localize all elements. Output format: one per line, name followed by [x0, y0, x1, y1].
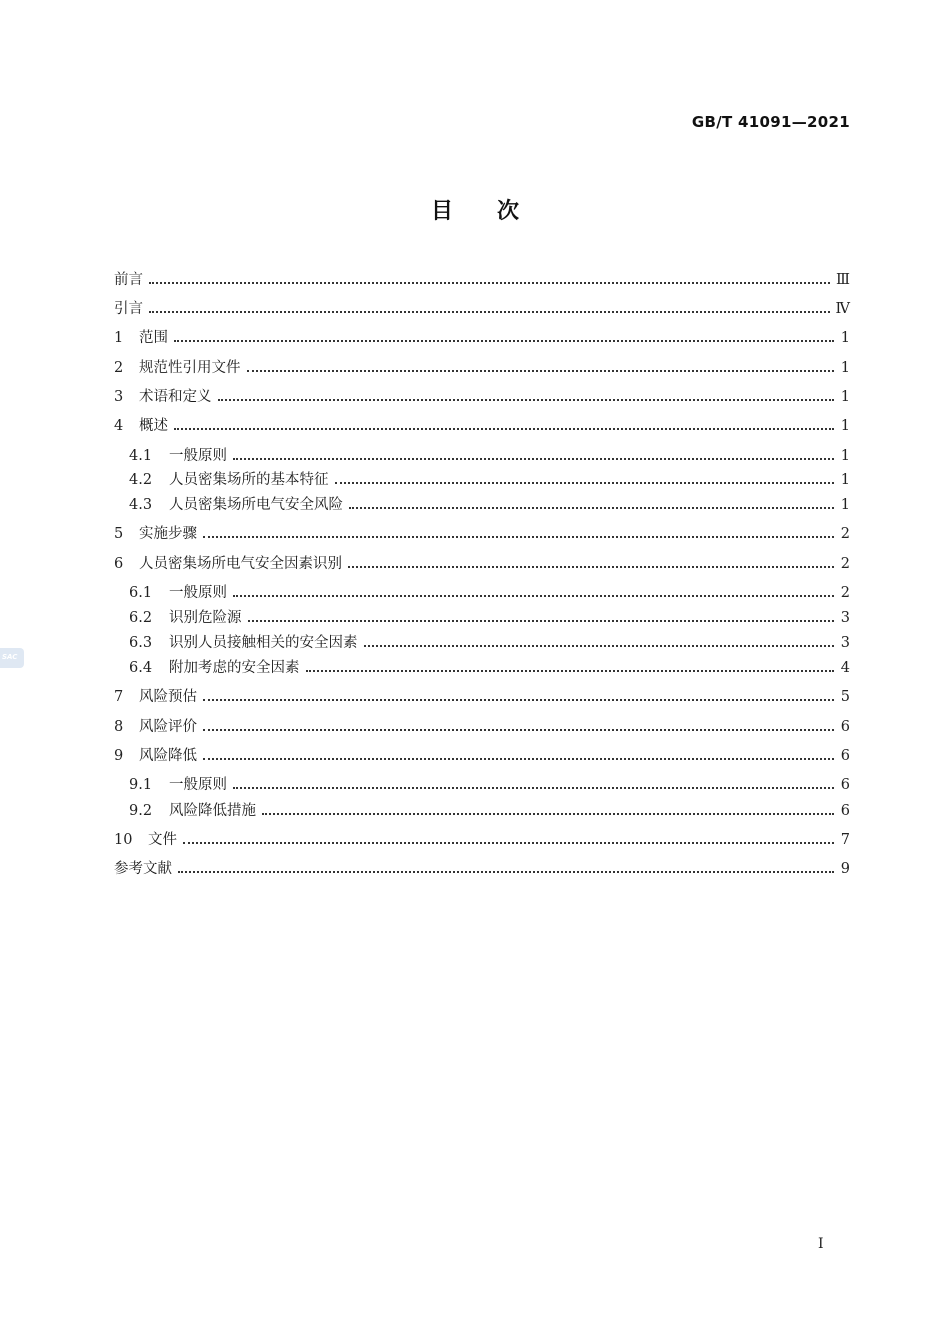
toc-leader-dots: [233, 457, 834, 460]
toc-entry-label: 人员密集场所的基本特征: [169, 472, 329, 488]
toc-entry-label: 实施步骤: [139, 526, 197, 542]
toc-entry-page: 1: [840, 448, 850, 464]
page-title: 目次: [430, 199, 563, 224]
toc-entry-page: 9: [840, 861, 850, 877]
toc-entry-page: 1: [840, 360, 850, 376]
toc-entry-label: 范围: [139, 330, 168, 346]
toc-entry-page: 2: [840, 556, 850, 572]
toc-entry-label: 识别人员接触相关的安全因素: [169, 635, 358, 651]
toc-entry-number: 7: [114, 689, 124, 705]
toc-entry[interactable]: [114, 358, 850, 378]
toc-entry-page: 1: [840, 389, 850, 405]
toc-leader-dots: [203, 728, 834, 731]
toc-entry-label: 一般原则: [169, 585, 227, 601]
toc-leader-dots: [335, 481, 835, 484]
toc-entry-number: 4.1: [129, 448, 153, 464]
toc-entry-label: 前言: [114, 272, 143, 288]
toc-entry[interactable]: [114, 524, 850, 544]
toc-entry-number: 2: [114, 360, 124, 376]
toc-leader-dots: [203, 757, 834, 760]
toc-entry-number: 1: [114, 330, 124, 346]
toc-entry-page: 1: [840, 497, 850, 513]
toc-entry-page: 6: [840, 719, 850, 735]
toc-entry-page: 4: [840, 660, 850, 676]
toc-entry[interactable]: [114, 299, 850, 319]
toc-leader-dots: [174, 339, 834, 342]
toc-leader-dots: [203, 535, 834, 538]
toc-entry-label: 人员密集场所电气安全因素识别: [139, 556, 342, 572]
toc-entry[interactable]: [129, 633, 850, 653]
toc-entry[interactable]: [114, 328, 850, 348]
toc-entry-page: 6: [840, 777, 850, 793]
toc-entry-page: 3: [840, 635, 850, 651]
toc-entry-page: 5: [840, 689, 850, 705]
toc-entry[interactable]: [114, 717, 850, 737]
toc-leader-dots: [364, 644, 835, 647]
toc-entry-number: 9: [114, 748, 124, 764]
toc-leader-dots: [247, 369, 835, 372]
toc-entry[interactable]: [114, 859, 850, 879]
toc-entry-label: 文件: [148, 832, 177, 848]
toc-entry-label: 人员密集场所电气安全风险: [169, 497, 343, 513]
toc-entry-label: 附加考虑的安全因素: [169, 660, 300, 676]
toc-entry[interactable]: [114, 270, 850, 290]
toc-entry[interactable]: [129, 775, 850, 795]
toc-entry-number: 8: [114, 719, 124, 735]
toc-entry-number: 6.4: [129, 660, 153, 676]
toc-entry-page: Ⅲ: [836, 272, 850, 288]
toc-entry-number: 4.3: [129, 497, 153, 513]
toc-entry[interactable]: [129, 801, 850, 821]
toc-entry-page: 3: [840, 610, 850, 626]
toc-entry-label: 一般原则: [169, 448, 227, 464]
toc-entry[interactable]: [114, 746, 850, 766]
toc-entry-page: 6: [840, 748, 850, 764]
toc-leader-dots: [306, 669, 835, 672]
toc-entry-page: 7: [840, 832, 850, 848]
toc-entry-number: 9.2: [129, 803, 153, 819]
toc-entry[interactable]: [129, 470, 850, 490]
toc-leader-dots: [149, 281, 830, 284]
toc-entry-page: 1: [840, 330, 850, 346]
toc-entry-number: 6: [114, 556, 124, 572]
toc-entry[interactable]: [129, 658, 850, 678]
sac-watermark-logo: SAC: [0, 648, 24, 668]
toc-entry-label: 识别危险源: [169, 610, 242, 626]
toc-entry-label: 风险降低: [139, 748, 197, 764]
toc-entry-page: 1: [840, 418, 850, 434]
toc-entry-page: Ⅳ: [835, 301, 850, 317]
toc-leader-dots: [248, 619, 835, 622]
toc-entry-page: 6: [840, 803, 850, 819]
toc-entry-label: 术语和定义: [139, 389, 212, 405]
toc-entry-label: 一般原则: [169, 777, 227, 793]
toc-entry-number: 4.2: [129, 472, 153, 488]
toc-entry-number: 4: [114, 418, 124, 434]
toc-leader-dots: [348, 565, 834, 568]
toc-leader-dots: [149, 310, 830, 313]
toc-entry-number: 6.1: [129, 585, 153, 601]
toc-entry[interactable]: [114, 387, 850, 407]
toc-leader-dots: [349, 506, 834, 509]
toc-entry-label: 参考文献: [114, 861, 172, 877]
standard-code: GB/T 41091—2021: [691, 113, 850, 131]
toc-entry[interactable]: [129, 446, 850, 466]
toc-entry[interactable]: [129, 495, 850, 515]
toc-entry-label: 风险评价: [139, 719, 197, 735]
toc-entry-label: 风险降低措施: [169, 803, 256, 819]
toc-entry-number: 6.2: [129, 610, 153, 626]
toc-entry-number: 3: [114, 389, 124, 405]
toc-entry-label: 概述: [139, 418, 168, 434]
toc-leader-dots: [262, 812, 834, 815]
toc-entry[interactable]: [114, 830, 850, 850]
toc-leader-dots: [233, 786, 834, 789]
toc-entry-page: 2: [840, 526, 850, 542]
toc-entry-number: 5: [114, 526, 124, 542]
toc-entry-number: 6.3: [129, 635, 153, 651]
toc-entry-number: 9.1: [129, 777, 153, 793]
toc-leader-dots: [203, 698, 834, 701]
toc-entry-page: 1: [840, 472, 850, 488]
toc-leader-dots: [178, 870, 834, 873]
toc-leader-dots: [218, 398, 835, 401]
toc-leader-dots: [183, 841, 834, 844]
toc-entry-page: 2: [840, 585, 850, 601]
toc-entry[interactable]: [114, 687, 850, 707]
toc-entry[interactable]: [114, 416, 850, 436]
toc-leader-dots: [233, 594, 834, 597]
footer-page-number: I: [818, 1236, 824, 1252]
toc-leader-dots: [174, 427, 834, 430]
toc-entry-number: 10: [114, 832, 133, 848]
toc-entry-label: 引言: [114, 301, 143, 317]
toc-entry[interactable]: [114, 554, 850, 574]
toc-entry[interactable]: [129, 608, 850, 628]
toc-entry-label: 规范性引用文件: [139, 360, 241, 376]
toc-entry-label: 风险预估: [139, 689, 197, 705]
toc-entry[interactable]: [129, 583, 850, 603]
